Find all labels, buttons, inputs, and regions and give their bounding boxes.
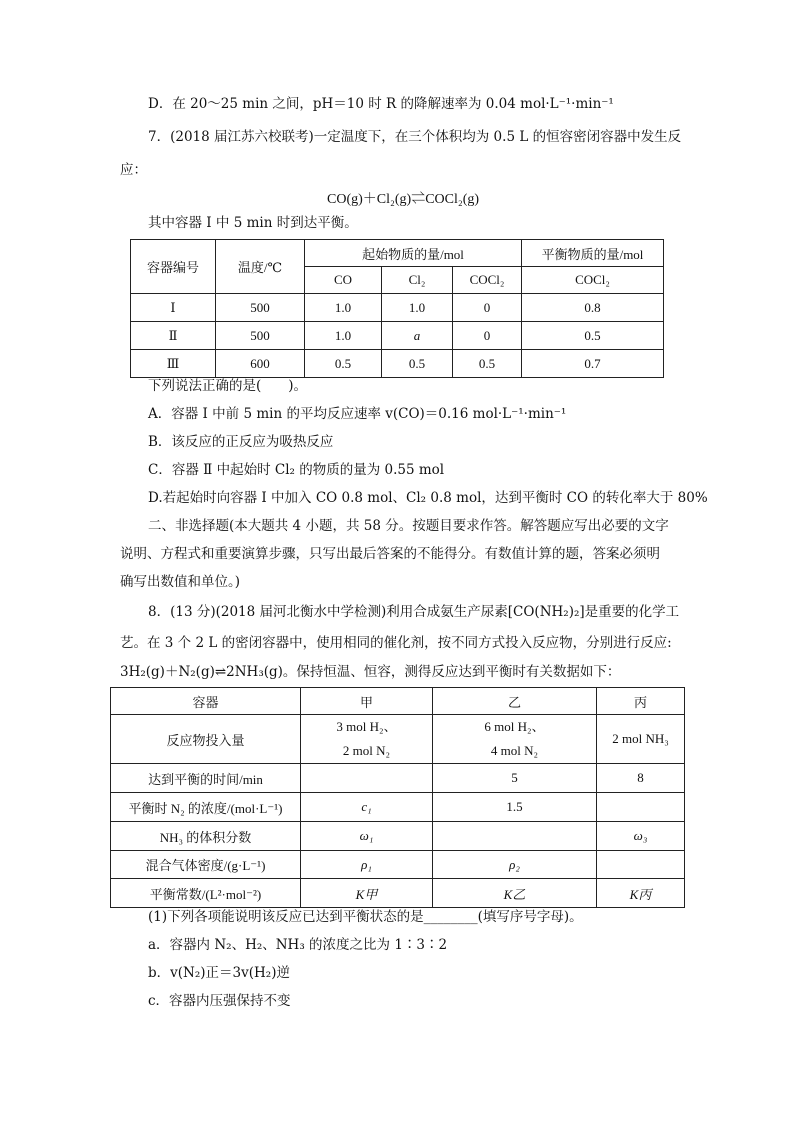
section2-line-2: 说明、方程式和重要演算步骤，只写出最后答案的不能得分。有数值计算的题，答案必须明 [120,546,660,562]
q7-cell: 1.0 [305,322,382,350]
table-row [111,793,685,822]
q7-cell: 0.8 [522,294,664,322]
q8-cell: K甲 [301,879,433,908]
q8-cell: 达到平衡的时间/min [111,764,301,793]
q7-option-d: D.若起始时向容器 Ⅰ 中加入 CO 0.8 mol、Cl₂ 0.8 mol，达到平衡时 CO 的转化率大于 80% [148,490,708,506]
q8-cell: c₁ [301,793,433,822]
q8-cell: ρ₁ [301,851,433,879]
q8-th-container: 容器 [111,688,301,715]
q8-option-a: a．容器内 N₂、H₂、NH₃ 的浓度之比为 1∶3∶2 [148,937,448,953]
q7-th-initial: 起始物质的量/mol [305,240,522,267]
section2-line-1: 二、非选择题(本大题共 4 小题，共 58 分。按题目要求作答。解答题应写出必要的文字 [148,518,669,534]
q8-cell: 反应物投入量 [111,715,301,764]
q7-cell: 0.5 [522,322,664,350]
table-row [111,822,685,851]
table-row [131,322,664,350]
q7-th-co: CO [305,267,382,294]
q8-cell: 8 [597,764,685,793]
q8-cell: 混合气体密度/(g·L⁻¹) [111,851,301,879]
table-row [111,715,685,764]
q8-stem-line-1: 8．(13 分)(2018 届河北衡水中学检测)利用合成氨生产尿素[CO(NH₂)₂]是重要的化学工 [148,604,680,620]
q8-cell [597,851,685,879]
q7-th-cocl2: COCl₂ [453,267,522,294]
q8-cell: 5 [433,764,597,793]
q8-cell: 2 mol NH₃ [597,715,685,764]
q7-th-temperature: 温度/℃ [216,240,305,294]
q7-cell: 500 [216,322,305,350]
q8-option-c: c．容器内压强保持不变 [148,993,291,1009]
q7-option-a: A．容器 Ⅰ 中前 5 min 的平均反应速率 v(CO)＝0.16 mol·L⁻¹·min⁻¹ [148,406,567,422]
q8-table [110,687,685,908]
q7-cell: Ⅱ [131,322,216,350]
table-row [111,879,685,908]
q6-option-d: D．在 20～25 min 之间，pH＝10 时 R 的降解速率为 0.04 mol·L⁻¹·min⁻¹ [148,96,614,112]
table-row [111,851,685,879]
q8-cell: ω₃ [597,822,685,851]
q8-sub1: (1)下列各项能说明该反应已达到平衡状态的是________(填写序号字母)。 [148,909,583,925]
q8-cell: K乙 [433,879,597,908]
q7-cell: 0 [453,294,522,322]
section2-line-3: 确写出数值和单位。) [120,574,241,590]
q8-stem-line-2: 艺。在 3 个 2 L 的密闭容器中，使用相同的催化剂，按不同方式投入反应物，分别进行反应: [120,635,672,651]
q7-cell: 0 [453,322,522,350]
q8-cell: NH₃ 的体积分数 [111,822,301,851]
q7-cell: 500 [216,294,305,322]
q8-cell: ρ₂ [433,851,597,879]
q8-cell: 1.5 [433,793,597,822]
q7-stem-line-3: 其中容器 Ⅰ 中 5 min 时到达平衡。 [148,215,358,231]
table-row [131,350,664,378]
q8-stem-line-3: 3H₂(g)＋N₂(g)⇌2NH₃(g)。保持恒温、恒容，测得反应达到平衡时有关数据如下： [120,664,621,680]
q7-th-cl2: Cl₂ [382,267,453,294]
table-row [111,764,685,793]
q8-cell [433,822,597,851]
q8-option-b: b．v(N₂)正＝3v(H₂)逆 [148,965,290,981]
q7-th-eq-cocl2: COCl₂ [522,267,664,294]
table-row [131,294,664,322]
q8-th-bing: 丙 [597,688,685,715]
q8-cell [597,793,685,822]
q8-cell: 平衡常数/(L²·mol⁻²) [111,879,301,908]
q8-cell: 3 mol H₂、 2 mol N₂ [301,715,433,764]
q7-cell: 0.5 [453,350,522,378]
q7-cell: Ⅲ [131,350,216,378]
q7-cell: 0.5 [305,350,382,378]
q7-equation: CO(g)＋Cl₂(g)⇌COCl₂(g) [327,192,480,207]
q8-cell [301,764,433,793]
q7-cell: 0.5 [382,350,453,378]
q8-cell: 6 mol H₂、 4 mol N₂ [433,715,597,764]
q7-cell: 1.0 [382,294,453,322]
q7-cell: 1.0 [305,294,382,322]
q7-option-b: B．该反应的正反应为吸热反应 [148,434,334,450]
q8-cell: 平衡时 N₂ 的浓度/(mol·L⁻¹) [111,793,301,822]
q7-cell: 600 [216,350,305,378]
q7-cell: 0.7 [522,350,664,378]
q8-cell: ω₁ [301,822,433,851]
q7-cell: a [382,322,453,350]
q7-stem-line-1: 7．(2018 届江苏六校联考)一定温度下，在三个体积均为 0.5 L 的恒容密闭容器中发生反 [148,129,682,145]
q8-th-jia: 甲 [301,688,433,715]
q7-th-container: 容器编号 [131,240,216,294]
q8-cell: K丙 [597,879,685,908]
q7-th-equilibrium: 平衡物质的量/mol [522,240,664,267]
q7-question: 下列说法正确的是( )。 [148,378,308,394]
q7-stem-line-2: 应： [120,162,147,178]
q8-th-yi: 乙 [433,688,597,715]
q7-option-c: C．容器 Ⅱ 中起始时 Cl₂ 的物质的量为 0.55 mol [148,462,445,478]
q7-cell: Ⅰ [131,294,216,322]
q7-table [130,239,664,378]
